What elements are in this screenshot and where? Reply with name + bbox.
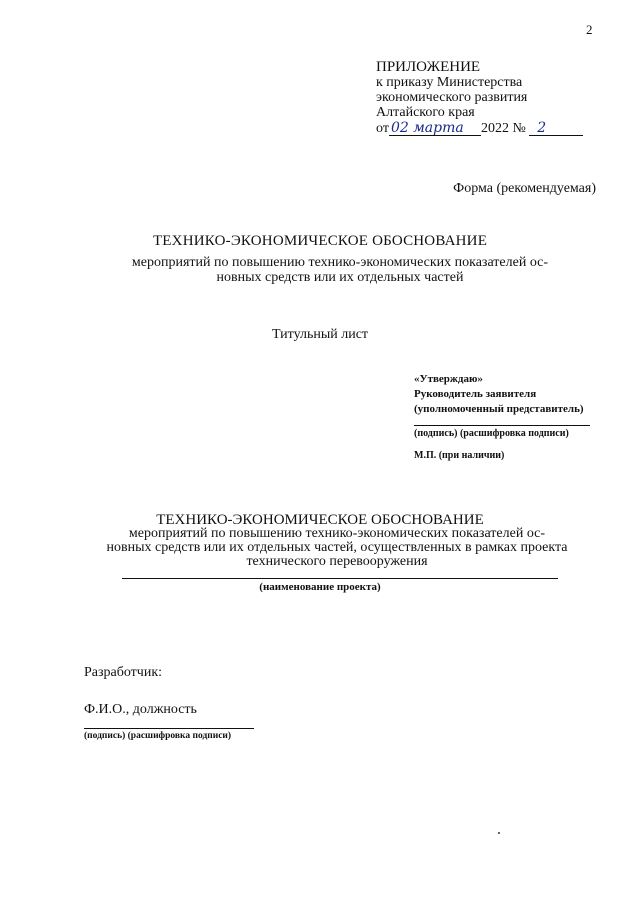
developer-label: Разработчик: (84, 665, 163, 680)
order-year: 2022 № (480, 121, 526, 136)
document-subtitle-2 (82, 527, 592, 569)
subtitle2-line: новных средств или их отдельных частей, осуществленных в рамках проекта (106, 540, 568, 555)
project-name-caption: (наименование проекта) (259, 581, 381, 593)
appendix-heading: ПРИЛОЖЕНИЕ (376, 59, 481, 75)
order-number-field (529, 120, 583, 136)
handwritten-date: 02 марта (390, 120, 464, 136)
approval-block (414, 372, 584, 417)
subtitle2-line: технического перевооружения (246, 554, 428, 569)
appendix-line-order: к приказу Министерства (376, 75, 523, 90)
developer-signature-caption: (подпись) (расшифровка подписи) (84, 731, 232, 741)
appendix-line-region: Алтайского края (376, 105, 475, 120)
approve-signature-caption: (подпись) (расшифровка подписи) (414, 428, 569, 439)
order-date-field (389, 120, 481, 136)
approve-label: «Утверждаю» (414, 373, 483, 385)
appendix-line-ministry: экономического развития (376, 90, 528, 105)
approve-representative: (уполномоченный представитель) (414, 403, 584, 415)
document-title: ТЕХНИКО-ЭКОНОМИЧЕСКОЕ ОБОСНОВАНИЕ (152, 233, 488, 249)
stamp-note: М.П. (при наличии) (414, 450, 505, 461)
document-title-2: ТЕХНИКО-ЭКОНОМИЧЕСКОЕ ОБОСНОВАНИЕ (156, 512, 484, 528)
subtitle-line: новных средств или их отдельных частей (216, 270, 464, 285)
subtitle-line: мероприятий по повышению технико-экономических показателей ос- (131, 255, 549, 270)
developer-fio: Ф.И.О., должность (84, 702, 197, 717)
form-note: Форма (рекомендуемая) (453, 181, 596, 196)
handwritten-number: 2 (537, 120, 547, 136)
document-subtitle (100, 255, 580, 285)
page-number: 2 (586, 22, 593, 37)
approve-signature-line (414, 425, 590, 426)
scan-speck (498, 832, 500, 834)
order-date-line (376, 120, 583, 137)
title-sheet-heading: Титульный лист (271, 327, 369, 342)
order-from-prefix: от (376, 121, 389, 136)
approve-head: Руководитель заявителя (414, 388, 537, 400)
project-name-line (122, 578, 558, 579)
subtitle2-line: мероприятий по повышению технико-экономических показателей ос- (128, 526, 546, 541)
developer-signature-line (84, 728, 254, 729)
appendix-block (376, 60, 583, 137)
